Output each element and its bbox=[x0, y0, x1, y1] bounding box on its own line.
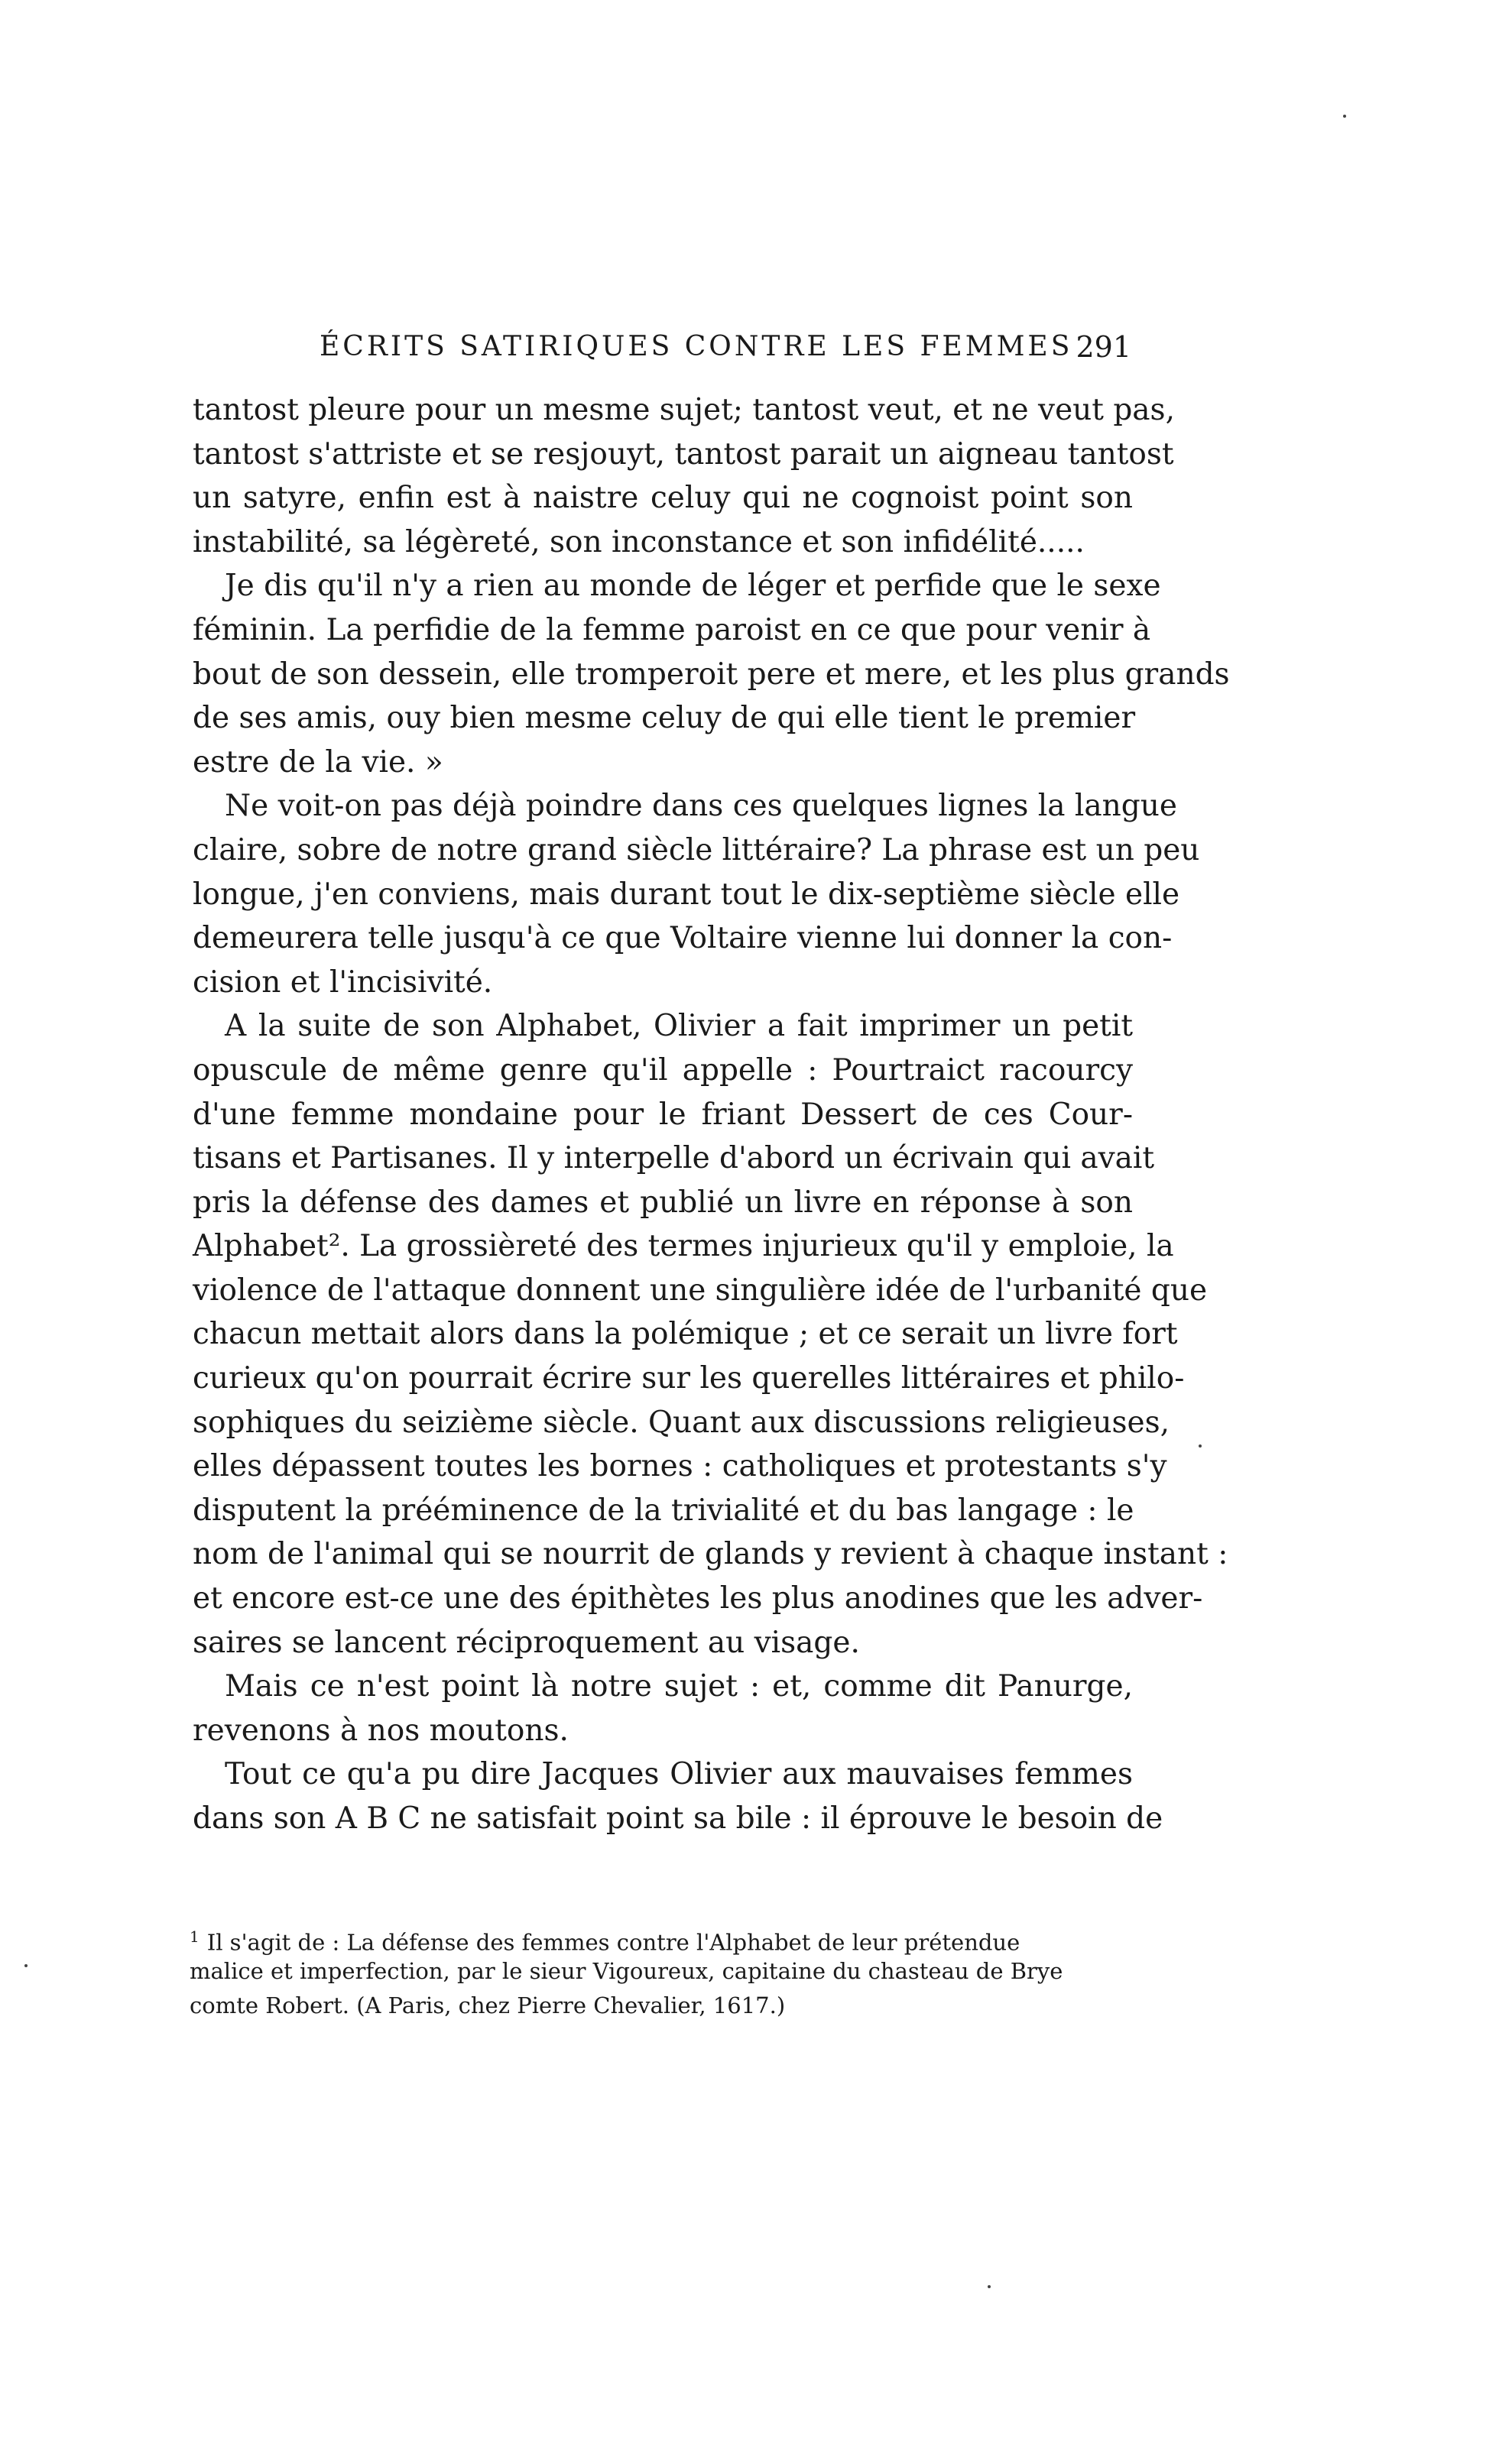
text-line: Tout ce qu'a pu dire Jacques Olivier aux mauvaises femmes bbox=[225, 1757, 1133, 1792]
running-head: ÉCRITS SATIRIQUES CONTRE LES FEMMES bbox=[320, 331, 1073, 362]
text-line: nom de l'animal qui se nourrit de glands y revient à chaque instant : bbox=[193, 1537, 1228, 1572]
text-line: sophiques du seizième siècle. Quant aux discussions religieuses, bbox=[193, 1405, 1170, 1440]
text-line: tantost s'attriste et se resjouyt, tantost parait un aigneau tantost bbox=[193, 436, 1174, 472]
footnote-line bbox=[190, 1920, 1133, 1954]
footnote-line: comte Robert. (A Paris, chez Pierre Chevalier, 1617.) bbox=[190, 1992, 786, 2018]
text-line: tantost pleure pour un mesme sujet; tantost veut, et ne veut pas, bbox=[193, 393, 1175, 427]
text-line: instabilité, sa légèreté, son inconstance et son infidélité..... bbox=[193, 524, 1085, 559]
text-line: chacun mettait alors dans la polémique ; et ce serait un livre fort bbox=[193, 1317, 1178, 1352]
text-line: Mais ce n'est point là notre sujet : et, comme dit Panurge, bbox=[225, 1669, 1133, 1704]
text-line: dans son A B C ne satisfait point sa bile : il éprouve le besoin de bbox=[193, 1801, 1163, 1836]
text-line: d'une femme mondaine pour le friant Dessert de ces Cour- bbox=[193, 1097, 1133, 1132]
text-line: pris la défense des dames et publié un livre en réponse à son bbox=[193, 1185, 1133, 1220]
main-text bbox=[193, 388, 1230, 1841]
text-line: bout de son dessein, elle tromperoit pere et mere, et les plus grands bbox=[193, 657, 1230, 692]
text-line: un satyre, enfin est à naistre celuy qui ne cognoist point son bbox=[193, 481, 1133, 516]
footnote-line: malice et imperfection, par le sieur Vigoureux, capitaine du chasteau de Brye bbox=[190, 1958, 1063, 1984]
text-line: A la suite de son Alphabet, Olivier a fait imprimer un petit bbox=[225, 1009, 1133, 1044]
text-line: demeurera telle jusqu'à ce que Voltaire vienne lui donner la con- bbox=[193, 921, 1173, 956]
text-line: cision et l'incisivité. bbox=[193, 965, 493, 1000]
text-line: longue, j'en conviens, mais durant tout le dix-septième siècle elle bbox=[193, 877, 1180, 912]
footnote-line-text: Il s'agit de : La défense des femmes contre l'Alphabet de leur prétendue bbox=[206, 1929, 1020, 1956]
text-line: estre de la vie. » bbox=[193, 744, 443, 780]
text-line: Je dis qu'il n'y a rien au monde de léger et perfide que le sexe bbox=[225, 569, 1161, 604]
text-line: opuscule de même genre qu'il appelle : Pourtraict racourcy bbox=[193, 1052, 1133, 1088]
text-line: saires se lancent réciproquement au visage. bbox=[193, 1625, 860, 1660]
text-line: violence de l'attaque donnent une singulière idée de l'urbanité que bbox=[193, 1273, 1208, 1308]
text-line: féminin. La perfidie de la femme paroist en ce que pour venir à bbox=[193, 612, 1151, 647]
text-line: elles dépassent toutes les bornes : catholiques et protestants s'y bbox=[193, 1449, 1167, 1484]
text-line: claire, sobre de notre grand siècle littéraire? La phrase est un peu bbox=[193, 832, 1200, 867]
page-number: 291 bbox=[1076, 330, 1131, 364]
text-line: et encore est-ce une des épithètes les plus anodines que les adver- bbox=[193, 1581, 1203, 1616]
text-line: de ses amis, ouy bien mesme celuy de qui elle tient le premier bbox=[193, 701, 1136, 736]
text-line: Ne voit-on pas déjà poindre dans ces quelques lignes la langue bbox=[225, 789, 1177, 824]
page-speck bbox=[1199, 1444, 1202, 1448]
page-header bbox=[320, 326, 1131, 368]
text-line: curieux qu'on pourrait écrire sur les querelles littéraires et philo- bbox=[193, 1361, 1185, 1396]
text-line: tisans et Partisanes. Il y interpelle d'abord un écrivain qui avait bbox=[193, 1141, 1155, 1176]
page-speck bbox=[988, 2285, 991, 2288]
page-speck bbox=[24, 1964, 28, 1967]
footnote-number: 1 bbox=[190, 1927, 200, 1946]
page-speck bbox=[1343, 115, 1346, 118]
footnote-block bbox=[190, 1920, 1133, 2023]
text-line: Alphabet². La grossièreté des termes injurieux qu'il y emploie, la bbox=[193, 1229, 1174, 1264]
text-line: disputent la prééminence de la trivialité et du bas langage : le bbox=[193, 1493, 1134, 1528]
text-line: revenons à nos moutons. bbox=[193, 1713, 569, 1748]
